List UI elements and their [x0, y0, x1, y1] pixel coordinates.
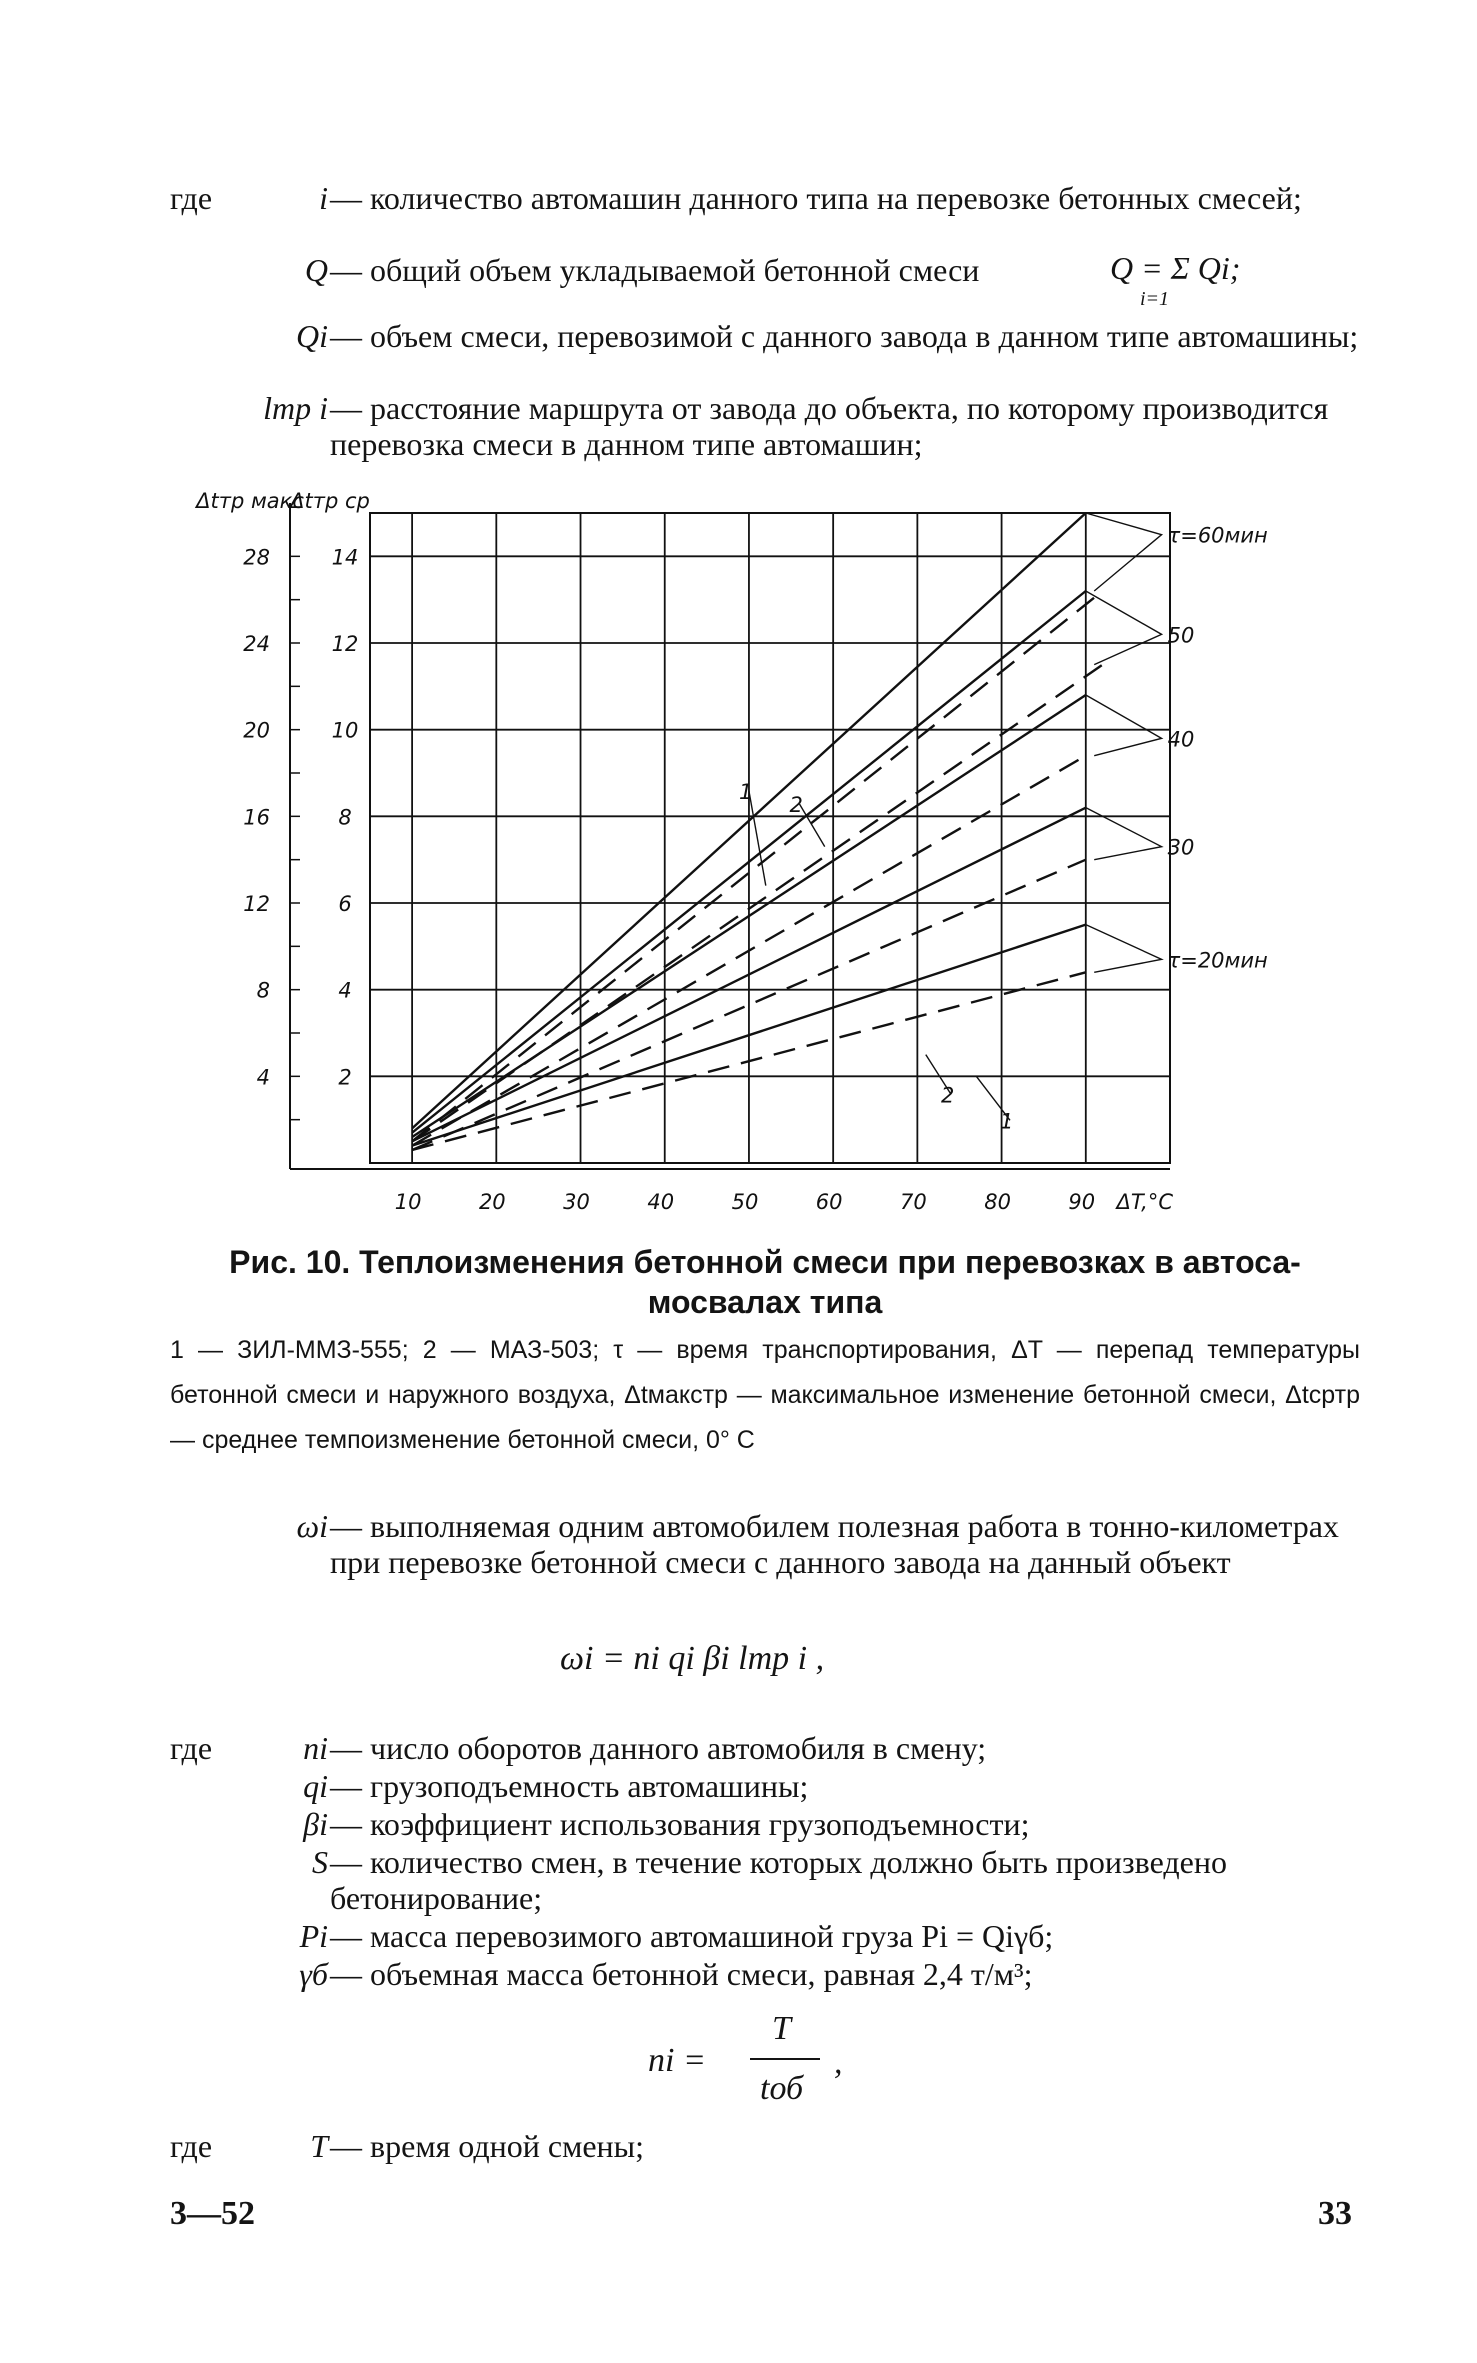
- chart-grid: [370, 513, 1170, 1163]
- s-symbol: S: [312, 1844, 328, 1880]
- y-tick-label-max: 12: [243, 892, 270, 916]
- series-number-label: 1: [738, 780, 753, 804]
- t-symbol: T: [310, 2128, 328, 2164]
- leader-line: [1086, 513, 1162, 591]
- n-formula-left: ni =: [648, 2042, 706, 2079]
- w-definition: — выполняемая одним автомобилем полезная работа в тонно-километрах при перевозке бетонной смеси с данного завода на данный объект: [330, 1508, 1339, 1580]
- s-definition-text: количество смен, в течение которых должно быть произведено бетонирование;: [330, 1844, 1227, 1916]
- gamma-definition-text: объемная масса бетонной смеси, равная 2,4 т/м³;: [370, 1956, 1033, 1992]
- x-tick-label: 80: [984, 1190, 1011, 1214]
- y-tick-label-max: 20: [243, 718, 270, 743]
- p-definition: — масса перевозимого автомашиной груза Pi = Qiγб;: [330, 1918, 1054, 1954]
- q-sum-index: i=1: [1140, 288, 1170, 310]
- w-symbol: ωi: [296, 1508, 328, 1544]
- x-tick-label: 30: [563, 1190, 590, 1214]
- ltr-definition: — расстояние маршрута от завода до объекта, по которому производится перевозка смеси в данном типе автомашин;: [330, 390, 1329, 462]
- beta-definition-text: коэффициент использования грузоподъемности;: [370, 1806, 1030, 1842]
- curve-label: τ=20мин: [1167, 948, 1268, 973]
- n-definition-text: число оборотов данного автомобиля в смену;: [370, 1730, 987, 1766]
- y-tick-label-sr: 14: [331, 545, 359, 570]
- s-definition: — количество смен, в течение которых должно быть произведено бетонирование;: [330, 1844, 1227, 1916]
- figure-caption-title: [170, 1242, 1360, 1322]
- ltr-definition-text: расстояние маршрута от завода до объекта, по которому производится перевозка смеси в данном типе автомашин;: [330, 390, 1329, 462]
- curve-label: 30: [1167, 835, 1195, 860]
- w-definition-text: выполняемая одним автомобилем полезная работа в тонно-километрах при перевозке бетонной смеси с данного завода на данный объект: [330, 1508, 1339, 1580]
- fraction-bar: [750, 2058, 820, 2060]
- n-symbol: ni: [303, 1730, 328, 1766]
- n-formula-numerator: T: [772, 2010, 791, 2047]
- x-tick-label: 40: [647, 1190, 675, 1214]
- y-tick-label-max: 4: [256, 1065, 270, 1090]
- n-formula-denominator: tоб: [760, 2070, 804, 2107]
- ltr-symbol: lтр i: [263, 390, 328, 426]
- q-small-definition: — грузоподъемность автомашины;: [330, 1768, 809, 1804]
- q-small-symbol: qi: [303, 1768, 328, 1804]
- gamma-symbol: γб: [299, 1956, 328, 1992]
- leader-line: [1086, 695, 1162, 756]
- y-tick-label-max: 16: [243, 805, 270, 830]
- plot-frame: [370, 513, 1170, 1163]
- qi-definition-text: объем смеси, перевозимой с данного завода в данном типе автомашины;: [370, 318, 1359, 354]
- series-leader: [749, 791, 766, 886]
- qi-definition: — объем смеси, перевозимой с данного завода в данном типе автомашины;: [330, 318, 1359, 354]
- y-tick-label-sr: 4: [338, 978, 352, 1003]
- x-tick-label: 20: [478, 1190, 506, 1214]
- q-symbol: Q: [304, 252, 328, 288]
- chart-series: [412, 513, 1103, 1150]
- caption-title-line1: Рис. 10. Теплоизменения бетонной смеси при перевозках в автоса-: [229, 1244, 1301, 1280]
- series-number-label: 2: [941, 1083, 955, 1108]
- chart-ticks: [194, 489, 1173, 1214]
- w-formula: ωi = ni qi βi lтр i ,: [560, 1640, 825, 1677]
- qi-symbol: Qi: [296, 318, 328, 354]
- leader-line: [1086, 591, 1162, 665]
- i-definition: — количество автомашин данного типа на перевозке бетонных смесей;: [330, 180, 1302, 216]
- beta-definition: — коэффициент использования грузоподъемности;: [330, 1806, 1030, 1842]
- t-definition-text: время одной смены;: [370, 2128, 645, 2164]
- y-tick-label-max: 24: [243, 632, 270, 656]
- gamma-definition: — объемная масса бетонной смеси, равная 2,4 т/м³;: [330, 1956, 1033, 1992]
- curve-label: 40: [1167, 727, 1195, 752]
- x-tick-label: 90: [1068, 1190, 1096, 1214]
- beta-symbol: βi: [303, 1806, 328, 1842]
- t-definition: — время одной смены;: [330, 2128, 645, 2164]
- x-tick-label: 50: [731, 1190, 759, 1214]
- q-sum-formula: Q = Σ Qi;: [1110, 250, 1241, 286]
- x-tick-label: 10: [394, 1190, 422, 1214]
- p-definition-text: масса перевозимого автомашиной груза Pi = Qiγб;: [370, 1918, 1054, 1954]
- curve-label: 50: [1167, 623, 1195, 648]
- p-symbol: Pi: [299, 1918, 328, 1954]
- y-axis-title-max: Δtтр макс: [196, 489, 304, 513]
- y-tick-label-sr: 6: [338, 892, 352, 916]
- q-definition-text: общий объем укладываемой бетонной смеси: [370, 252, 980, 288]
- gde-label: где: [170, 180, 213, 216]
- y-tick-label-sr: 10: [331, 718, 359, 743]
- chart-labels: [739, 513, 1268, 1133]
- figure-caption-body: 1 — ЗИЛ-ММЗ-555; 2 — МАЗ-503; τ — время транспортирования, ΔT — перепад температуры бетонной смеси и наружного воздуха, Δtмакстр — максимальное изменение бетонной смеси, Δtсртр — среднее темпоизменение бетонной смеси, 0° C: [170, 1336, 1360, 1454]
- x-axis-title: ΔT,°C: [1116, 1190, 1174, 1214]
- x-tick-label: 70: [900, 1190, 927, 1214]
- i-definition-text: количество автомашин данного типа на перевозке бетонных смесей;: [370, 180, 1302, 216]
- x-tick-label: 60: [815, 1190, 843, 1214]
- series-number-label: 1: [1000, 1109, 1014, 1134]
- q-small-definition-text: грузоподъемность автомашины;: [370, 1768, 809, 1804]
- y-tick-label-max: 8: [256, 978, 270, 1003]
- footer-left: 3—52: [170, 2195, 255, 2232]
- y-tick-label-sr: 12: [331, 632, 359, 656]
- gde-label-2: где: [170, 1730, 213, 1766]
- n-definition: — число оборотов данного автомобиля в смену;: [330, 1730, 987, 1766]
- caption-title-line2: мосвалах типа: [647, 1284, 883, 1320]
- q-definition: — общий объем укладываемой бетонной смеси: [330, 252, 980, 288]
- series-number-label: 2: [789, 793, 803, 817]
- y-axis-title-sr: Δtтр ср: [290, 489, 370, 513]
- gde-label-3: где: [170, 2128, 213, 2164]
- y-tick-label-sr: 2: [338, 1065, 352, 1090]
- i-symbol: i: [319, 180, 328, 216]
- curve-label: τ=60мин: [1167, 523, 1268, 548]
- page-number: 33: [1318, 2195, 1352, 2232]
- n-formula-end: ,: [834, 2044, 843, 2081]
- leader-line: [1086, 925, 1162, 973]
- y-tick-label-max: 28: [243, 545, 270, 570]
- thermal-change-chart: [170, 475, 1280, 1215]
- y-tick-label-sr: 8: [338, 805, 352, 830]
